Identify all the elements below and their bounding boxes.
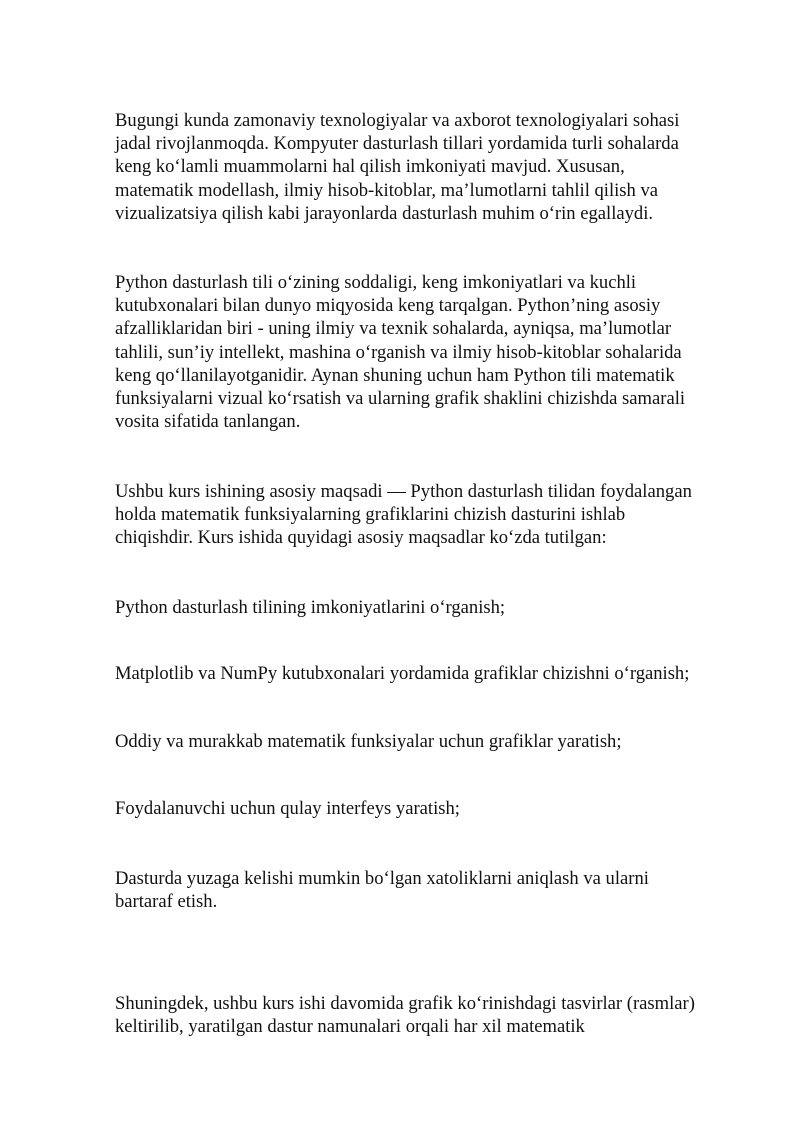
closing-paragraph: Shuningdek, ushbu kurs ishi davomida grafik ko‘rinishdagi tasvirlar (rasmlar) keltirilib, yaratilgan dastur namunalari orqali har xil matematik [115, 993, 695, 1038]
goal-item-libraries: Matplotlib va NumPy kutubxonalari yordamida grafiklar chizishni o‘rganish; [115, 663, 690, 684]
goal-paragraph: Ushbu kurs ishining asosiy maqsadi — Python dasturlash tilidan foydalangan holda matematik funksiyalarning grafiklarini chizish dasturini ishlab chiqishdir. Kurs ishida quyidagi asosiy maqsadlar ko‘zda tutilgan: [115, 481, 692, 549]
goal-item-interface: Foydalanuvchi uchun qulay interfeys yaratish; [115, 798, 460, 819]
goal-item-errors: Dasturda yuzaga kelishi mumkin bo‘lgan xatoliklarni aniqlash va ularni bartaraf etish. [115, 868, 649, 913]
goal-item-graphs: Oddiy va murakkab matematik funksiyalar uchun grafiklar yaratish; [115, 731, 622, 752]
python-paragraph: Python dasturlash tili o‘zining soddaligi, keng imkoniyatlari va kuchli kutubxonalari bilan dunyo miqyosida keng tarqalgan. Python’ning asosiy afzalliklaridan biri - uning ilmiy va texnik sohalarda, ayniqsa, ma’lumotlar tahlili, sun’iy intellekt, mashina o‘rganish va ilmiy hisob-kitoblar sohalarida keng qo‘llanilayotganidir. Aynan shuning uchun ham Python tili matematik funksiyalarni vizual ko‘rsatish va ularning grafik shaklini chizishda samarali vosita sifatida tanlangan. [115, 272, 686, 433]
goal-item-python: Python dasturlash tilining imkoniyatlarini o‘rganish; [115, 597, 506, 618]
intro-paragraph: Bugungi kunda zamonaviy texnologiyalar va axborot texnologiyalari sohasi jadal rivojlanmoqda. Kompyuter dasturlash tillari yordamida turli sohalarda keng ko‘lamli muammolarni hal qilish imkoniyati mavjud. Xususan, matematik modellash, ilmiy hisob-kitoblar, ma’lumotlarni tahlil qilish va vizualizatsiya qilish kabi jarayonlarda dasturlash muhim o‘rin egallaydi. [115, 110, 680, 224]
